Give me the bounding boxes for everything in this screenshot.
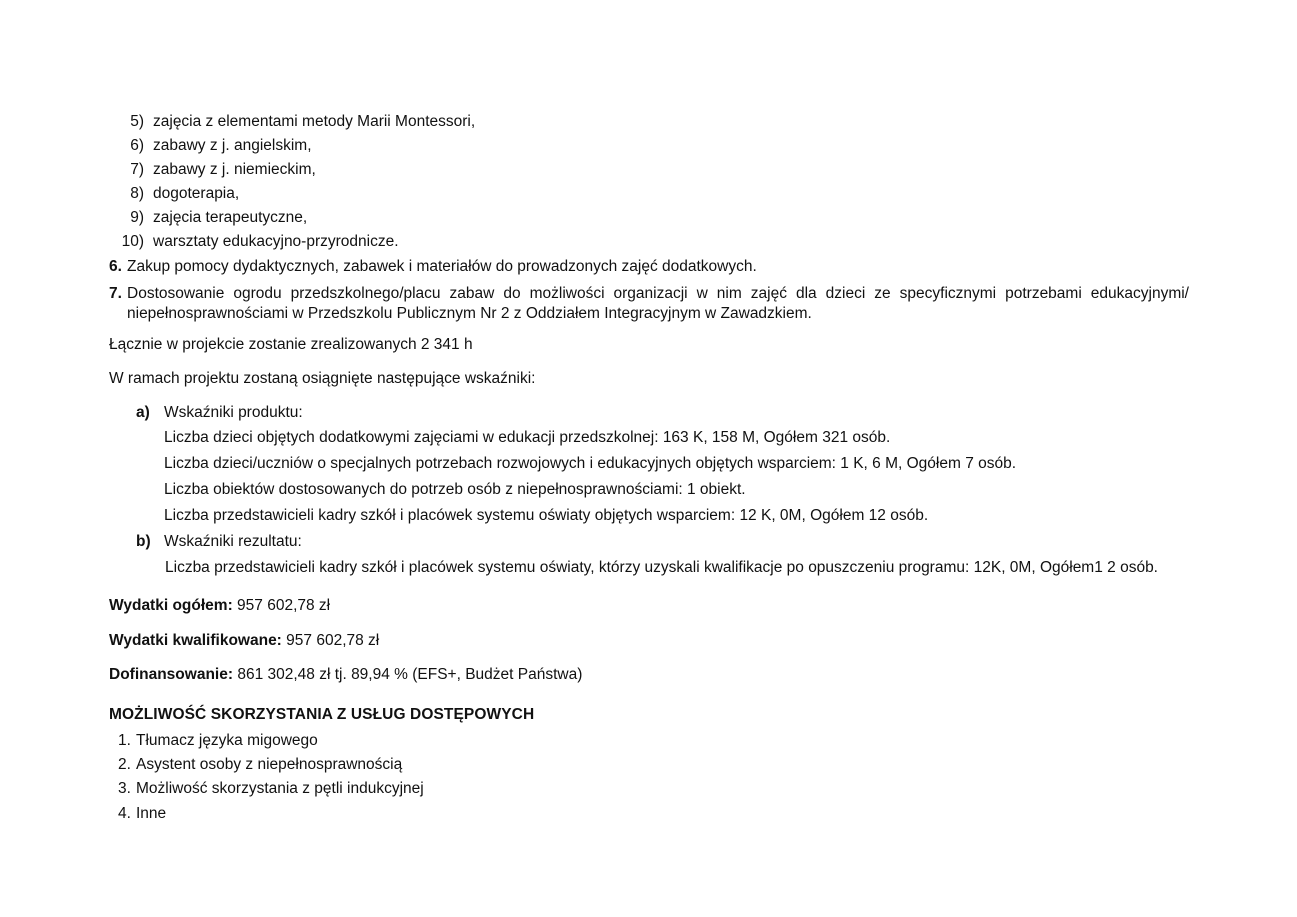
item-7-text-line1: Dostosowanie ogrodu przedszkolnego/placu zabaw do możliwości organizacji w nim zajęć dla dzieci ze specyficznymi potrzebami edukacyjnymi/ xyxy=(127,285,1189,302)
sublist-item: warsztaty edukacyjno-przyrodnicze. xyxy=(153,233,399,250)
sublist-item: dogoterapia, xyxy=(153,185,240,202)
indicator-item: Liczba przedstawicieli kadry szkół i placówek systemu oświaty, którzy uzyskali kwalifikacje po opuszczeniu programu: 12K, 0M, Ogółem1 2 osób. xyxy=(165,559,1158,576)
indicator-item: Liczba obiektów dostosowanych do potrzeb osób z niepełnosprawnościami: 1 obiekt. xyxy=(164,481,746,498)
indicators-a-label: a) xyxy=(136,404,150,421)
sublist-number: 6) xyxy=(130,137,144,154)
finance-eligible-value: 957 602,78 zł xyxy=(281,632,380,649)
finance-total-label: Wydatki ogółem: xyxy=(109,597,233,614)
sublist-number: 8) xyxy=(130,185,144,202)
item-7-text-line2: niepełnosprawnościami w Przedszkolu Publicznym Nr 2 z Oddziałem Integracyjnym w Zawadzkiem. xyxy=(127,305,812,322)
access-item: Asystent osoby z niepełnosprawnością xyxy=(136,756,403,773)
sublist-number: 7) xyxy=(130,161,144,178)
sublist-item: zajęcia terapeutyczne, xyxy=(153,209,308,226)
access-item-number: 2. xyxy=(118,756,131,773)
item-6-text: Zakup pomocy dydaktycznych, zabawek i materiałów do prowadzonych zajęć dodatkowych. xyxy=(127,258,757,275)
item-6-number: 6. xyxy=(109,258,122,275)
sublist-number: 9) xyxy=(130,209,144,226)
indicator-item: Liczba dzieci objętych dodatkowymi zajęciami w edukacji przedszkolnej: 163 K, 158 M, Ogółem 321 osób. xyxy=(164,429,891,446)
access-heading: MOŻLIWOŚĆ SKORZYSTANIA Z USŁUG DOSTĘPOWYCH xyxy=(109,706,535,723)
indicators-intro: W ramach projektu zostaną osiągnięte następujące wskaźniki: xyxy=(109,370,536,387)
finance-cofinancing-value: 861 302,48 zł tj. 89,94 % (EFS+, Budżet Państwa) xyxy=(233,666,583,683)
total-hours: Łącznie w projekcie zostanie zrealizowanych 2 341 h xyxy=(109,336,473,353)
indicator-item: Liczba przedstawicieli kadry szkół i placówek systemu oświaty objętych wsparciem: 12 K, 0M, Ogółem 12 osób. xyxy=(164,507,929,524)
access-item-number: 1. xyxy=(118,732,131,749)
access-item: Inne xyxy=(136,805,167,822)
sublist-item: zabawy z j. niemieckim, xyxy=(153,161,316,178)
access-item-number: 3. xyxy=(118,780,131,797)
finance-eligible xyxy=(109,631,379,651)
finance-cofinancing-label: Dofinansowanie: xyxy=(109,666,234,683)
finance-eligible-label: Wydatki kwalifikowane: xyxy=(109,632,282,649)
sublist-number: 10) xyxy=(121,233,144,250)
finance-total xyxy=(109,596,330,616)
access-item: Tłumacz języka migowego xyxy=(136,732,318,749)
sublist-number: 5) xyxy=(130,113,144,130)
finance-total-value: 957 602,78 zł xyxy=(232,597,331,614)
access-item: Możliwość skorzystania z pętli indukcyjnej xyxy=(136,780,424,797)
item-7-number: 7. xyxy=(109,285,122,302)
indicators-b-label: b) xyxy=(136,533,151,550)
finance-cofinancing xyxy=(109,665,582,685)
sublist-item: zajęcia z elementami metody Marii Montessori, xyxy=(153,113,476,130)
sublist-item: zabawy z j. angielskim, xyxy=(153,137,312,154)
indicator-item: Liczba dzieci/uczniów o specjalnych potrzebach rozwojowych i edukacyjnych objętych wsparciem: 1 K, 6 M, Ogółem 7 osób. xyxy=(164,455,1017,472)
indicators-a-title: Wskaźniki produktu: xyxy=(164,404,303,421)
access-item-number: 4. xyxy=(118,805,131,822)
indicators-b-title: Wskaźniki rezultatu: xyxy=(164,533,302,550)
